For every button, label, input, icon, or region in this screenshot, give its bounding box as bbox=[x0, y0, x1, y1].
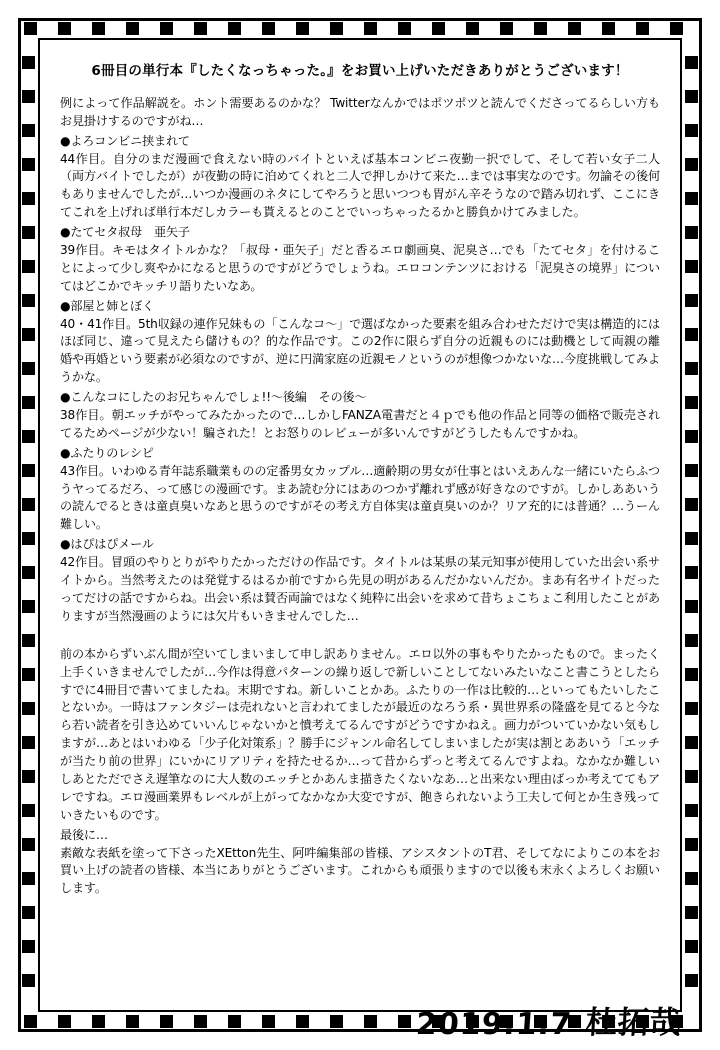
perforation-mark bbox=[22, 906, 35, 919]
perforation-mark bbox=[22, 396, 35, 409]
section-body-2: 39作目。キモはタイトルかな？「叔母・亜矢子」だと香るエロ劇画臭、泥臭さ…でも「たてセタ」を付けることによって少し爽やかになると思うのですがどうでしょうね。エロコンテンツにおける「泥臭さの境界」についてはどこかでキッチリ語りたいなあ。 bbox=[60, 243, 660, 293]
perforation-mark bbox=[670, 22, 683, 35]
perforation-mark bbox=[685, 668, 698, 681]
perforation-mark bbox=[636, 22, 649, 35]
signature-block bbox=[416, 997, 682, 1042]
section-body-6: 42作目。冒頭のやりとりがやりたかっただけの作品です。タイトルは某県の某元知事が使用していた出会い系サイトから。当然考えたのは発覚するはるか前ですから先見の明があるんだかないんだか。まあ有名サイトだったってだけの話ですからね。出会い系は賛否両論ではなく純粋に出会いを求めて昔ちょこちょこ利用したことがありますが当然漫画のようには欠片もいきませんでした… bbox=[60, 555, 660, 623]
perforation-mark bbox=[22, 362, 35, 375]
perforation-mark bbox=[364, 22, 377, 35]
perforation-mark bbox=[685, 736, 698, 749]
section-heading-3: ●部屋と姉とぼく bbox=[60, 298, 155, 313]
perforation-mark bbox=[22, 634, 35, 647]
perforation-mark bbox=[22, 872, 35, 885]
perforation-mark bbox=[160, 22, 173, 35]
perforation-mark bbox=[22, 90, 35, 103]
perforation-mark bbox=[296, 22, 309, 35]
perforation-mark bbox=[22, 940, 35, 953]
perforation-mark bbox=[22, 464, 35, 477]
perforation-mark bbox=[432, 22, 445, 35]
perforation-mark bbox=[22, 566, 35, 579]
perforation-mark bbox=[685, 430, 698, 443]
section-body-3: 40・41作目。5th収録の連作兄妹もの「こんなコ〜」で選ばなかった要素を組み合わせただけで実は構造的にはほぼ同じ、違って見えたら儲けもの？的な作品です。この2作に限らず自分の近親ものには動機として両親の離婚や再婚という要素が必須なのですが、逆に円満家庭の近親モノというのが想像つかないな…今度挑戦してみようかな。 bbox=[60, 316, 660, 385]
perforation-mark bbox=[22, 260, 35, 273]
border-rule-right-inner bbox=[680, 38, 682, 1012]
perforation-mark bbox=[22, 294, 35, 307]
perforation-mark bbox=[685, 192, 698, 205]
perforation-mark bbox=[685, 974, 698, 987]
perforation-mark bbox=[92, 22, 105, 35]
perforation-mark bbox=[228, 22, 241, 35]
perforation-mark bbox=[22, 498, 35, 511]
perforation-mark bbox=[685, 532, 698, 545]
perforation-mark bbox=[22, 158, 35, 171]
perforation-mark bbox=[22, 226, 35, 239]
perforation-mark bbox=[685, 702, 698, 715]
perforation-mark bbox=[466, 22, 479, 35]
perforation-mark bbox=[685, 838, 698, 851]
perforation-mark bbox=[126, 22, 139, 35]
closing-paragraph: 素敵な表紙を塗って下さったXEtton先生、阿吽編集部の皆様、アシスタントのT君、そしてなによりこの本をお買い上げの読者の皆様、本当にありがとうございます。これからも頑張りますので以後も末永くよろしくお願いします。 bbox=[60, 845, 660, 896]
section-heading-1: ●よろコンビニ挟まれて bbox=[60, 133, 190, 148]
perforation-mark bbox=[685, 328, 698, 341]
perforation-mark bbox=[262, 1015, 275, 1028]
perforation-mark bbox=[685, 940, 698, 953]
perforation-mark bbox=[685, 600, 698, 613]
perforation-mark bbox=[22, 736, 35, 749]
perforation-mark bbox=[685, 158, 698, 171]
perforation-mark bbox=[296, 1015, 309, 1028]
section-body-4: 38作目。朝エッチがやってみたかったので…しかしFANZA電書だと４ｐでも他の作品と同等の価格で販売されてるためページが少ない！騙された！とお怒りのレビューが多いんですがどうしたもんですかね。 bbox=[60, 408, 660, 440]
document-body bbox=[42, 44, 678, 1006]
perforation-mark bbox=[330, 22, 343, 35]
perforation-mark bbox=[58, 1015, 71, 1028]
perforation-mark bbox=[685, 770, 698, 783]
perforation-mark bbox=[228, 1015, 241, 1028]
section-body-5: 43作目。いわゆる青年誌系職業ものの定番男女カップル…適齢期の男女が仕事とはいえあんな一緒にいたらふつうヤってるだろ、って感じの漫画です。まあ読む分にはあのつかず離れず感が好きなのですが。しかしああいうの読んでるときは童貞臭いなあと思うのですがその考え方自体実は童貞臭いのか？リア充的には普通？…うーん難しい。 bbox=[60, 463, 660, 532]
perforation-mark bbox=[568, 22, 581, 35]
perforation-mark bbox=[685, 498, 698, 511]
perforation-mark bbox=[398, 1015, 411, 1028]
perforation-mark bbox=[22, 668, 35, 681]
border-rule-top-inner bbox=[38, 38, 682, 40]
perforation-mark bbox=[24, 22, 37, 35]
closing-heading: 最後に… bbox=[60, 827, 108, 842]
section-heading-5: ●ふたりのレシピ bbox=[60, 445, 154, 460]
perforation-mark bbox=[126, 1015, 139, 1028]
section-heading-2: ●たてセタ叔母 亜矢子 bbox=[60, 225, 190, 240]
section-heading-6: ●はぴはぴメール bbox=[60, 537, 154, 552]
border-rule-right bbox=[699, 18, 702, 1032]
signature-date: 2019.1.7 bbox=[414, 1007, 574, 1042]
section-body-1: 44作目。自分のまだ漫画で食えない時のバイトといえば基本コンビニ夜勤一択でして、そして若い女子二人（両方バイトでしたが）が夜勤の時に泊めてくれと二人で押しかけて来た…までは事実なのです。勿論その後何もありませんでしたが…いつか漫画のネタにしてやろうと思いつつも胃がん辛そうなので踏み切れず、ここにきてこれを上げれば単行本だしカラーも貰えるとのことでいっちゃったるかと勝負かけてみました。 bbox=[60, 151, 660, 220]
perforation-mark bbox=[160, 1015, 173, 1028]
perforation-mark bbox=[194, 22, 207, 35]
section-heading-4: ●こんなコにしたのお兄ちゃんでしょ!!〜後編 その後〜 bbox=[60, 390, 367, 405]
border-rule-left-inner bbox=[38, 38, 40, 1012]
perforation-mark bbox=[685, 464, 698, 477]
perforation-mark bbox=[262, 22, 275, 35]
perforation-mark bbox=[22, 974, 35, 987]
perforation-mark bbox=[685, 124, 698, 137]
perforation-mark bbox=[22, 804, 35, 817]
perforation-mark bbox=[685, 90, 698, 103]
signature-name: 杜拓哉 bbox=[584, 1005, 683, 1041]
border-rule-left bbox=[18, 18, 21, 1032]
perforation-mark bbox=[22, 532, 35, 545]
perforation-mark bbox=[22, 600, 35, 613]
perforation-mark bbox=[685, 396, 698, 409]
perforation-mark bbox=[685, 906, 698, 919]
perforation-mark bbox=[22, 56, 35, 69]
perforation-mark bbox=[685, 634, 698, 647]
perforation-mark bbox=[685, 872, 698, 885]
perforation-mark bbox=[330, 1015, 343, 1028]
perforation-mark bbox=[22, 770, 35, 783]
perforation-mark bbox=[685, 362, 698, 375]
perforation-mark bbox=[685, 226, 698, 239]
perforation-mark bbox=[22, 702, 35, 715]
perforation-mark bbox=[22, 328, 35, 341]
perforation-mark bbox=[24, 1015, 37, 1028]
perforation-mark bbox=[92, 1015, 105, 1028]
perforation-mark bbox=[685, 804, 698, 817]
perforation-mark bbox=[534, 22, 547, 35]
intro-paragraph: 例によって作品解説を。ホント需要あるのかな？ Twitterなんかではポツポツと読んでくださってるらしい方もお見掛けするのですがね… bbox=[60, 95, 660, 128]
border-rule-top bbox=[18, 18, 702, 21]
perforation-mark bbox=[685, 294, 698, 307]
perforation-mark bbox=[364, 1015, 377, 1028]
perforation-mark bbox=[398, 22, 411, 35]
perforation-mark bbox=[500, 22, 513, 35]
perforation-mark bbox=[194, 1015, 207, 1028]
perforation-mark bbox=[58, 22, 71, 35]
perforation-mark bbox=[22, 192, 35, 205]
perforation-mark bbox=[685, 56, 698, 69]
perforation-mark bbox=[685, 566, 698, 579]
perforation-mark bbox=[602, 22, 615, 35]
page-title: 6冊目の単行本『したくなっちゃった。』をお買い上げいただきありがとうございます！ bbox=[91, 63, 629, 79]
perforation-mark bbox=[22, 838, 35, 851]
perforation-mark bbox=[685, 260, 698, 273]
perforation-mark bbox=[22, 430, 35, 443]
perforation-mark bbox=[22, 124, 35, 137]
afterword-paragraph: 前の本からずいぶん間が空いてしまいまして申し訳ありません。エロ以外の事もやりたかったもので。まったく上手くいきませんでしたが…今作は得意パターンの繰り返しで新しいことしてないみたいなこと書こうとしたらすでに4冊目で書いてましたね。末期ですね。新しいことかあ。ふたりの一作は比較的…といってもたいしたことないか。一時はファンタジーは売れないと言われてましたが最近のなろう系・異世界系の隆盛を見てると今なら若い読者を引き込めていいんじゃないかと憤考えてるんですがどうですかねえ。画力がついていかない気もしますが…あとはいわゆる「少子化対策系」？勝手にジャンル命名してしまいましたが実は割とああいう「エッチが当たり前の世界」にいかにリアリティを持たせるか…って昔からずっと考えてるんですよね。なかなか難しいしあとただでさえ遅筆なのに大人数のエッチとかあんま描きたくないなあ…と出来ない理由ばっか考えててもアレですね。エロ漫画業界もレベルが上がってなかなか大変ですが、飽きられないよう工夫して何とか生き残っていきたいものです。 bbox=[60, 646, 660, 822]
